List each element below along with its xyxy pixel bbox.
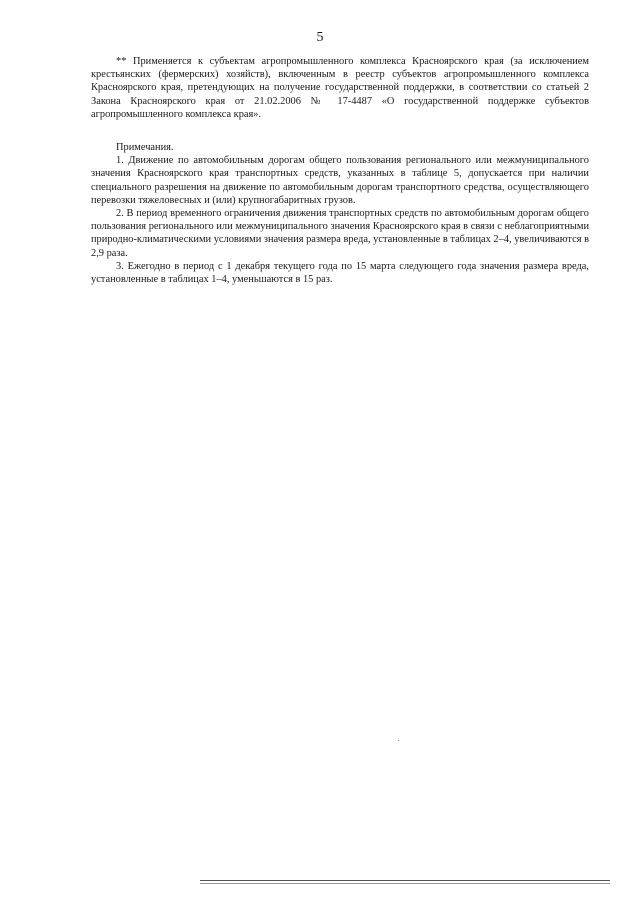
- note-item-3: 3. Ежегодно в период с 1 декабря текущего года по 15 марта следующего года значения размера вреда, установленные в таблицах 1–4, уменьшаются в 15 раз.: [91, 260, 589, 286]
- scan-speck: [398, 740, 399, 741]
- notes-title: Примечания.: [116, 142, 174, 154]
- bottom-rule-secondary: [200, 883, 610, 884]
- note-item-2: 2. В период временного ограничения движения транспортных средств по автомобильным дорогам общего пользования регионального или межмуниципального значения Красноярского края в связи с неблагоприятными природно-климатическими условиями значения размера вреда, установленные в таблицах 2–4, увеличиваются в 2,9 раза.: [91, 208, 589, 259]
- page-number: 5: [316, 30, 324, 45]
- page-content: [91, 55, 589, 286]
- footnote-paragraph: ** Применяется к субъектам агропромышленного комплекса Красноярского края (за исключением крестьянских (фермерских) хозяйств), включенным в реестр субъектов агропромышленного комплекса Красноярского края, претендующих на получение государственной поддержки, в соответствии со статьей 2 Закона Красноярского края от 21.02.2006 № 17-4487 «О государственной поддержке субъектов агропромышленного комплекса края».: [91, 56, 589, 120]
- bottom-rule: [200, 880, 610, 881]
- note-item-1: 1. Движение по автомобильным дорогам общего пользования регионального или межмуниципального значения Красноярского края транспортных средств, указанных в таблице 5, допускается при наличии специального разрешения на движение по автомобильным дорогам транспортного средства, осуществляющего перевозки тяжеловесных и (или) крупногабаритных грузов.: [91, 155, 589, 206]
